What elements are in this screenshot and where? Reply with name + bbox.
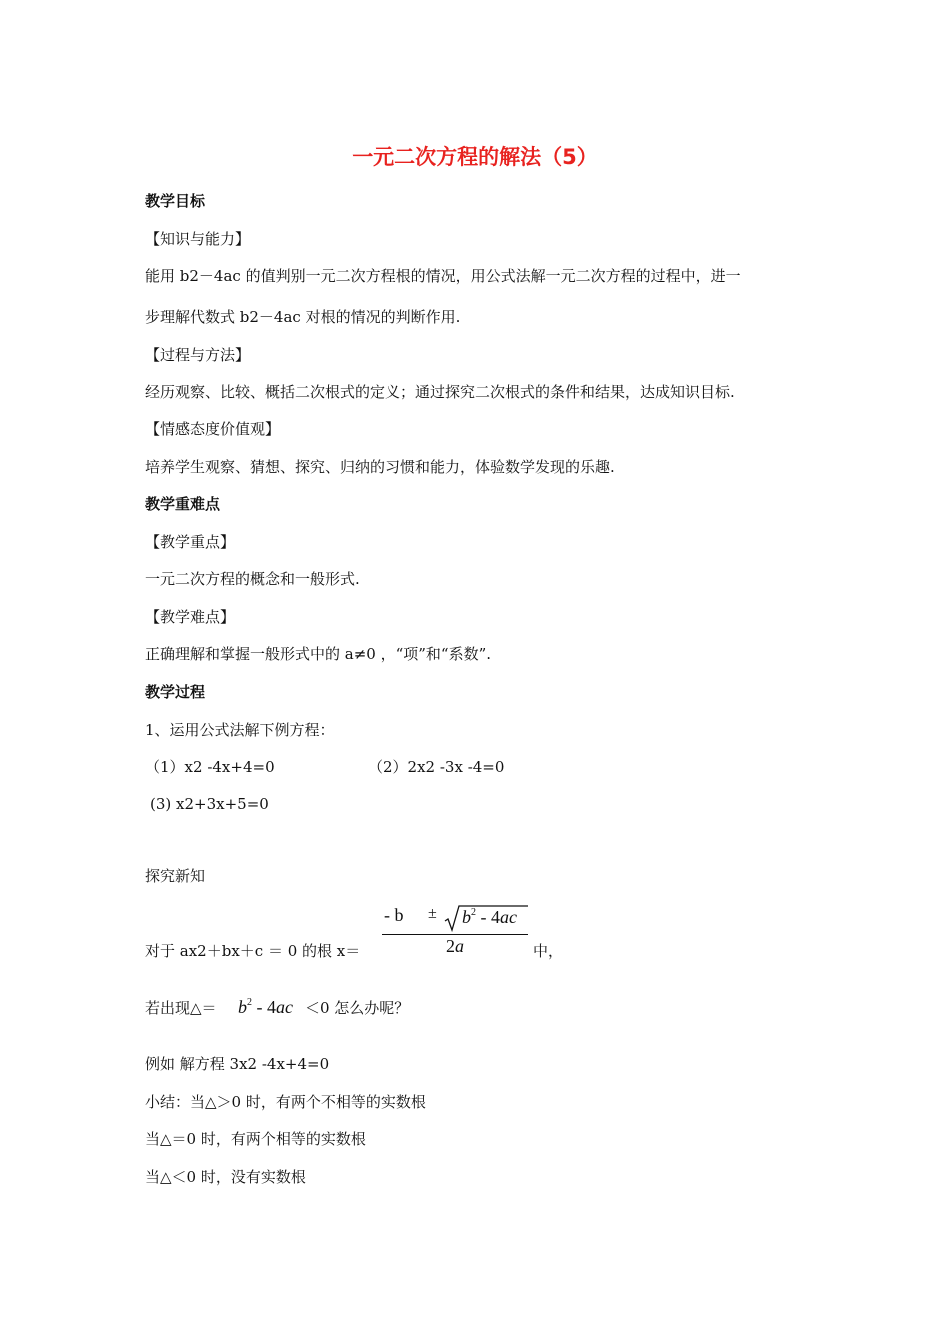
example-line: 例如 解方程 3x2 -4x+4=0: [145, 1055, 330, 1073]
process-text: 经历观察、比较、概括二次根式的定义；通过探究二次根式的条件和结果，达成知识目标.: [145, 383, 735, 401]
difficulty-tag: 【教学难点】: [145, 608, 236, 626]
root-formula-prefix: 对于 ax2＋bx＋c ＝ 0 的根 x＝: [145, 942, 361, 960]
equation-1: （1）x2 -4x+4=0: [145, 758, 275, 776]
equation-3: (3) x2+3x+5=0: [150, 795, 269, 813]
quadratic-formula: [382, 903, 528, 959]
exercise-intro: 1、运用公式法解下例方程：: [145, 721, 335, 739]
formula-numerator: [382, 903, 528, 929]
key-heading: 教学重难点: [145, 495, 221, 513]
summary-line-3: 当△＜0 时，没有实数根: [145, 1168, 306, 1186]
formula-plus-minus: ±: [428, 905, 437, 922]
discriminant-question-prefix: 若出现△＝: [145, 999, 217, 1017]
key-point-text: 一元二次方程的概念和一般形式.: [145, 570, 360, 588]
difficulty-text: 正确理解和掌握一般形式中的 a≠0 ，“项”和“系数”.: [145, 645, 492, 663]
emotion-text: 培养学生观察、猜想、探究、归纳的习惯和能力，体验数学发现的乐趣.: [145, 458, 615, 476]
knowledge-text-line-1: 能用 b2－4ac 的值判别一元二次方程根的情况，用公式法解一元二次方程的过程中，进一: [145, 267, 741, 285]
root-formula-suffix: 中，: [533, 942, 564, 960]
discriminant-question-suffix: ＜0 怎么办呢？: [305, 999, 410, 1017]
discriminant-expression: $b^2 - 4ac$: [238, 997, 293, 1017]
formula-minus-b: - b: [384, 905, 404, 925]
explore-heading: 探究新知: [145, 867, 206, 885]
summary-line-1: 小结：当△＞0 时，有两个不相等的实数根: [145, 1093, 426, 1111]
document-title: 一元二次方程的解法（5）: [352, 145, 598, 169]
knowledge-tag: 【知识与能力】: [145, 230, 251, 248]
summary-line-2: 当△＝0 时，有两个相等的实数根: [145, 1130, 366, 1148]
knowledge-text-line-2: 步理解代数式 b2－4ac 对根的情况的判断作用.: [145, 308, 461, 326]
fraction-bar: [382, 934, 528, 935]
goals-heading: 教学目标: [145, 192, 206, 210]
process-tag: 【过程与方法】: [145, 346, 251, 364]
formula-denominator: 2a: [446, 936, 464, 956]
key-point-tag: 【教学重点】: [145, 533, 236, 551]
process-heading: 教学过程: [145, 683, 206, 701]
equation-2: （2）2x2 -3x -4=0: [368, 758, 505, 776]
formula-radicand: $b^2 - 4ac$: [462, 907, 517, 927]
emotion-tag: 【情感态度价值观】: [145, 420, 281, 438]
